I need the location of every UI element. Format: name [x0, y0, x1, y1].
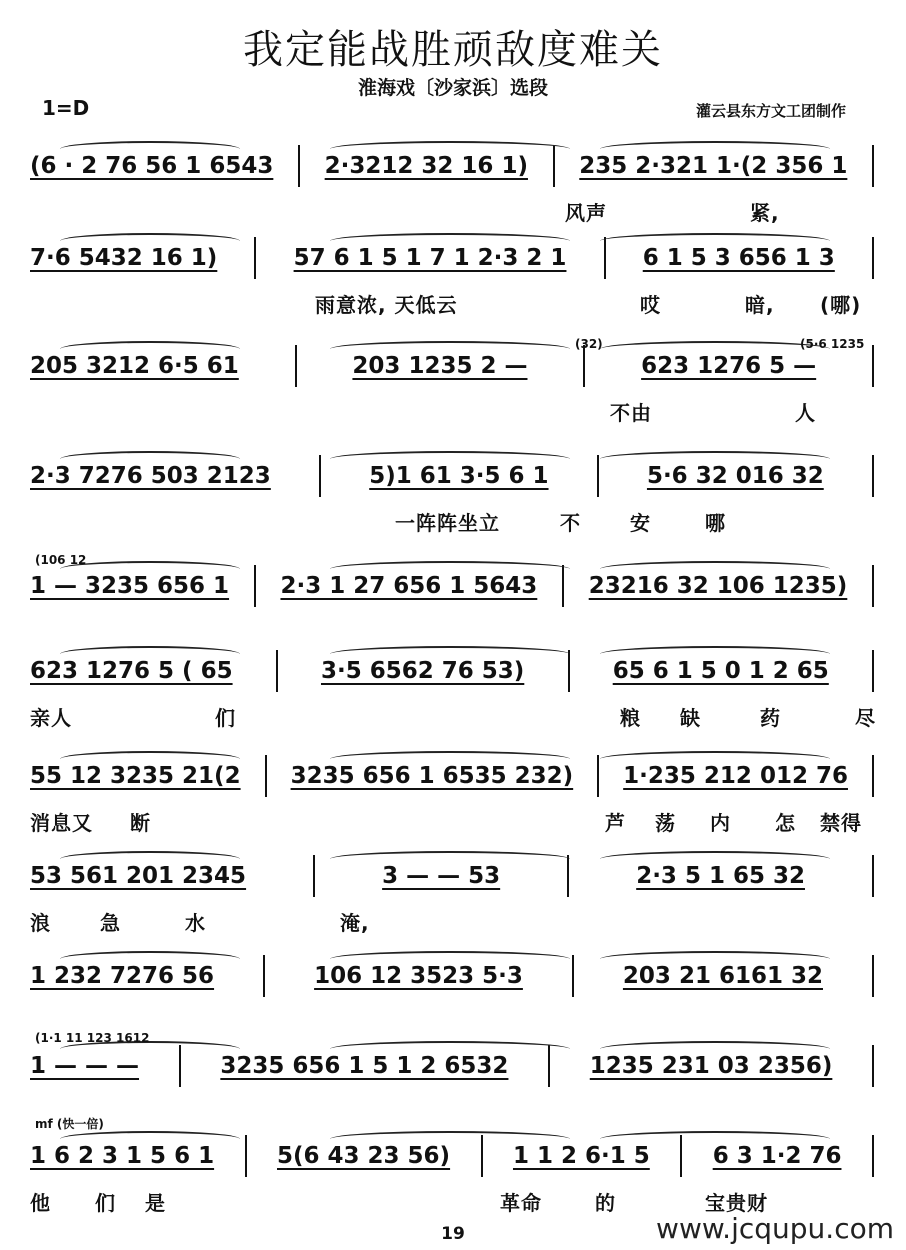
measure-notes: 7·6 5432 16 1): [30, 245, 218, 271]
lyrics-line: [30, 1007, 880, 1037]
slur-mark: [60, 233, 240, 249]
measure-notes: 55 12 3235 21(2: [30, 763, 241, 789]
song-subtitle: 淮海戏〔沙家浜〕选段: [357, 77, 548, 99]
bar-line: [298, 145, 300, 187]
lyric-text: 尽: [855, 706, 876, 730]
slur-mark: [600, 341, 830, 357]
bar-line: [572, 955, 574, 997]
slur-mark: [600, 851, 830, 867]
bar-line: [872, 455, 874, 497]
slur-mark: [60, 561, 240, 577]
slur-mark: [330, 341, 570, 357]
measure-notes: 1 — — —: [30, 1053, 140, 1079]
measure-notes: 1 6 2 3 1 5 6 1: [30, 1143, 215, 1169]
bar-line: [872, 650, 874, 692]
bar-line: [254, 565, 256, 607]
lyric-text: 暗,: [745, 293, 775, 317]
lyric-text: 一阵阵坐立: [395, 511, 500, 535]
slur-mark: [330, 1131, 570, 1147]
lyric-text: 浪: [30, 911, 51, 935]
measure-notes: 65 6 1 5 0 1 2 65: [612, 658, 829, 684]
lyric-text: 紧,: [750, 201, 780, 225]
bar-line: [254, 237, 256, 279]
lyric-text: 粮: [620, 706, 641, 730]
grace-note-marking: (106 12: [35, 553, 87, 567]
slur-mark: [60, 1131, 240, 1147]
bar-line: [872, 955, 874, 997]
slur-mark: [600, 451, 830, 467]
lyric-text: 不: [560, 511, 581, 535]
music-system: [0, 337, 906, 451]
bar-line: [313, 855, 315, 897]
lyric-text: 是: [145, 1191, 166, 1215]
measure-notes: 203 21 6161 32: [622, 963, 823, 989]
lyric-text: 缺: [680, 706, 701, 730]
slur-mark: [330, 561, 570, 577]
measure-notes: 235 2·321 1·(2 356 1: [579, 153, 848, 179]
lyrics-line: [30, 807, 880, 837]
measure-notes: 2·3212 32 16 1): [324, 153, 528, 179]
measure-notes: 57 6 1 5 1 7 1 2·3 2 1: [293, 245, 567, 271]
measure-notes: 1 — 3235 656 1: [30, 573, 230, 599]
lyric-text: 安: [630, 511, 651, 535]
slur-mark: [330, 951, 570, 967]
lyric-text: 水: [185, 911, 206, 935]
measure-notes: 53 561 201 2345: [30, 863, 247, 889]
measure-notes: 3235 656 1 5 1 2 6532: [220, 1053, 509, 1079]
bar-line: [872, 237, 874, 279]
measure-notes: 1235 231 03 2356): [589, 1053, 833, 1079]
slur-mark: [600, 1041, 830, 1057]
lyric-text: 荡: [655, 811, 676, 835]
slur-mark: [330, 451, 570, 467]
lyric-text: 亲人: [30, 706, 72, 730]
grace-note-marking: (1·1 11 123 1612: [35, 1031, 150, 1045]
lyrics-line: [30, 617, 880, 647]
slur-mark: [60, 751, 240, 767]
lyric-text: 宝贵财: [705, 1191, 768, 1215]
lyrics-line: [30, 397, 880, 427]
slur-mark: [60, 341, 240, 357]
lyric-text: 断: [130, 811, 151, 835]
slur-mark: [60, 141, 240, 157]
slur-mark: [600, 1131, 830, 1147]
bar-line: [872, 1045, 874, 1087]
page-number: 19: [441, 1224, 465, 1244]
slur-mark: [330, 233, 570, 249]
lyrics-line: [30, 289, 880, 319]
bar-line: [583, 345, 585, 387]
slur-mark: [60, 451, 240, 467]
lyric-text: 哪: [705, 511, 726, 535]
lyrics-line: [30, 1097, 880, 1127]
bar-line: [263, 955, 265, 997]
lyric-text: 人: [795, 401, 816, 425]
music-system: [0, 650, 906, 756]
slur-mark: [330, 751, 570, 767]
slur-mark: [600, 646, 830, 662]
lyric-text: 淹,: [340, 911, 370, 935]
music-system: [0, 237, 906, 343]
lyrics-line: [30, 197, 880, 227]
measure-notes: 205 3212 6·5 61: [30, 353, 239, 379]
lyrics-line: [30, 507, 880, 537]
song-title: 我定能战胜顽敌度难关: [243, 27, 663, 73]
bar-line: [597, 755, 599, 797]
bar-line: [872, 1135, 874, 1177]
measure-notes: 6 3 1·2 76: [712, 1143, 842, 1169]
bar-line: [872, 345, 874, 387]
lyric-text: 他: [30, 1191, 51, 1215]
music-system: [0, 855, 906, 961]
slur-mark: [330, 851, 570, 867]
measure-notes: 3·5 6562 76 53): [320, 658, 525, 684]
key-signature: 1=D: [42, 96, 90, 120]
producer-credit: 灌云县东方文工团制作: [695, 102, 846, 120]
slur-mark: [60, 646, 240, 662]
measure-notes: 2·3 1 27 656 1 5643: [280, 573, 538, 599]
bar-line: [872, 855, 874, 897]
measure-notes: 6 1 5 3 656 1 3: [642, 245, 835, 271]
measure-notes: 203 1235 2 —: [352, 353, 528, 379]
lyric-text: 消息又: [30, 811, 93, 835]
measure-notes: 2·3 5 1 65 32: [636, 863, 805, 889]
slur-mark: [600, 141, 830, 157]
slur-mark: [330, 141, 570, 157]
lyric-text: 们: [95, 1191, 116, 1215]
slur-mark: [60, 851, 240, 867]
lyric-text: 不由: [610, 401, 652, 425]
measure-notes: 5)1 61 3·5 6 1: [369, 463, 549, 489]
lyric-text: (哪): [820, 293, 862, 317]
measure-notes: 106 12 3523 5·3: [314, 963, 523, 989]
lyric-text: 芦: [605, 811, 626, 835]
lyric-text: 哎: [640, 293, 661, 317]
bar-line: [276, 650, 278, 692]
lyric-text: 怎: [775, 811, 796, 835]
measure-notes: 23216 32 106 1235): [588, 573, 848, 599]
measure-notes: 3 — — 53: [382, 863, 501, 889]
lyric-text: 药: [760, 706, 781, 730]
bar-line: [319, 455, 321, 497]
lyric-text: 的: [595, 1191, 616, 1215]
slur-mark: [600, 951, 830, 967]
lyric-text: 风声: [565, 201, 607, 225]
lyric-text: 禁得: [820, 811, 862, 835]
grace-note-marking: (5·6 1235: [800, 337, 865, 351]
lyric-text: 内: [710, 811, 731, 835]
music-system: [0, 455, 906, 561]
slur-mark: [600, 561, 830, 577]
bar-line: [245, 1135, 247, 1177]
bar-line: [872, 145, 874, 187]
bar-line: [295, 345, 297, 387]
bar-line: [597, 455, 599, 497]
slur-mark: [600, 233, 830, 249]
slur-mark: [330, 646, 570, 662]
grace-note-marking: (32): [575, 337, 603, 351]
measure-notes: 3235 656 1 6535 232): [290, 763, 574, 789]
measure-notes: 1 232 7276 56: [30, 963, 215, 989]
measure-notes: 623 1276 5 ( 65: [30, 658, 233, 684]
measure-notes: 5·6 32 016 32: [646, 463, 824, 489]
slur-mark: [60, 951, 240, 967]
lyrics-line: [30, 702, 880, 732]
measure-notes: 5(6 43 23 56): [277, 1143, 451, 1169]
measure-notes: 1·235 212 012 76: [623, 763, 848, 789]
lyric-text: 急: [100, 911, 121, 935]
slur-mark: [600, 751, 830, 767]
bar-line: [872, 565, 874, 607]
measure-notes: (6 · 2 76 56 1 6543: [30, 153, 274, 179]
site-watermark: www.jcqupu.com: [656, 1212, 894, 1245]
bar-line: [872, 755, 874, 797]
lyric-text: 革命: [500, 1191, 542, 1215]
lyric-text: 雨意浓, 天低云: [315, 293, 458, 317]
lyrics-line: [30, 907, 880, 937]
music-system: [0, 755, 906, 861]
slur-mark: [330, 1041, 570, 1057]
grace-note-marking: mf (快一倍): [35, 1117, 104, 1131]
bar-line: [265, 755, 267, 797]
lyric-text: 们: [215, 706, 236, 730]
measure-notes: 623 1276 5 —: [641, 353, 817, 379]
measure-notes: 2·3 7276 503 2123: [30, 463, 271, 489]
measure-notes: 1 1 2 6·1 5: [512, 1143, 650, 1169]
